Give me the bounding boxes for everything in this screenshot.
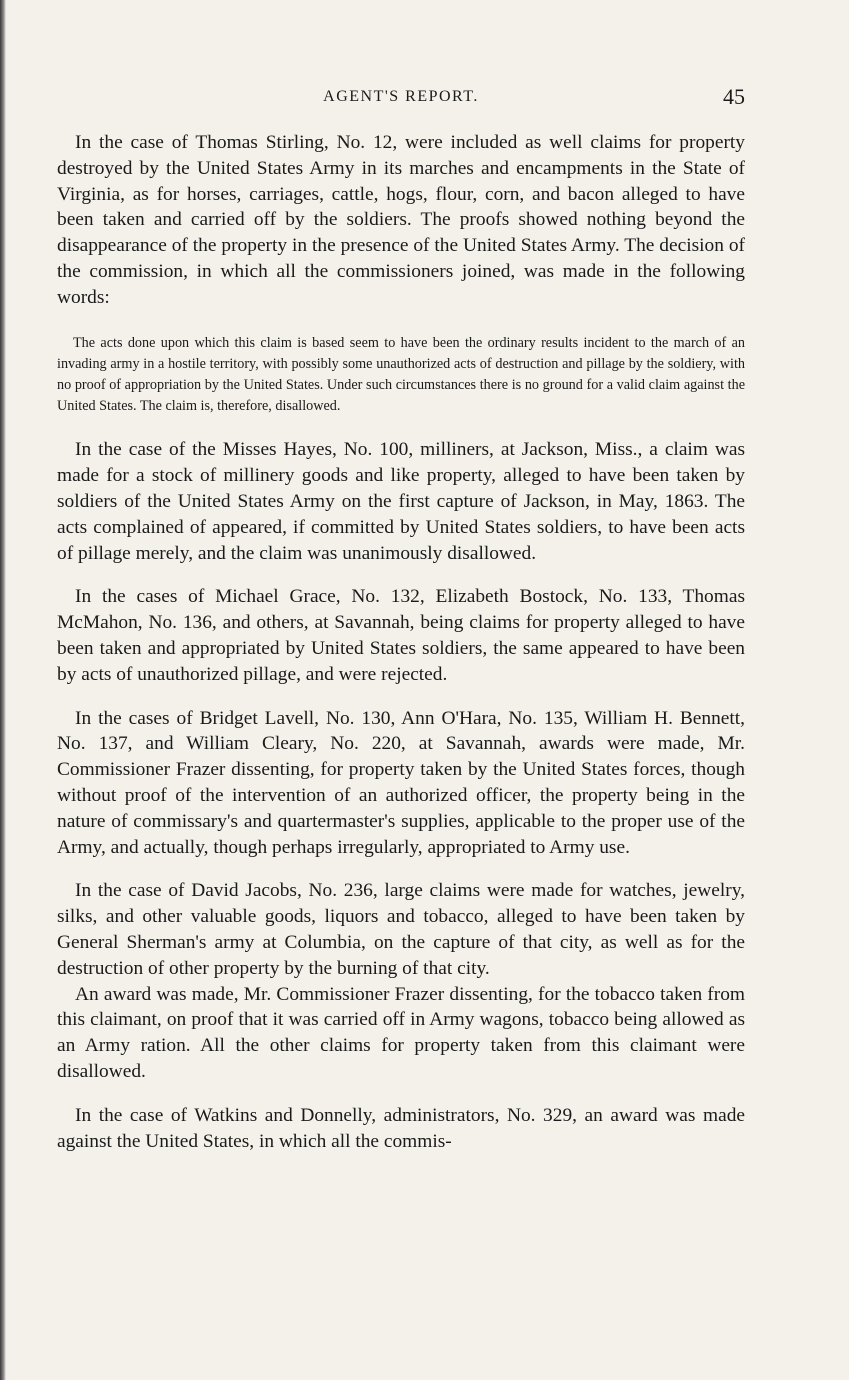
paragraph-jacobs-award: An award was made, Mr. Commissioner Frazer dissenting, for the tobacco taken from this claimant, on proof that it was carried off in Army wagons, tobacco being allowed as an Army ration. All the other claims for property taken from this claimant were disallowed.	[57, 983, 745, 1082]
running-header	[57, 84, 745, 114]
paragraph-watkins: In the case of Watkins and Donnelly, administrators, No. 329, an award was made against the United States, in which all the commis-	[57, 1104, 745, 1152]
page-body	[57, 130, 745, 1154]
header-title: AGENT'S REPORT.	[323, 88, 479, 105]
quoted-decision: The acts done upon which this claim is based seem to have been the ordinary results incident to the march of an invading army in a hostile territory, with possibly some unauthorized acts of destruction and pillage by the soldiery, with no proof of appropriation by the United States. Under such circumstances there is no ground for a valid claim against the United States. The claim is, therefore, disallowed.	[57, 334, 745, 415]
page-number: 45	[723, 84, 745, 109]
paragraph-grace: In the cases of Michael Grace, No. 132, Elizabeth Bostock, No. 133, Thomas McMahon, No. 136, and others, at Savannah, being claims for property alleged to have been taken and appropriated by United States soldiers, the same appeared to have been by acts of unauthorized pillage, and were rejected.	[57, 586, 745, 685]
paragraph-lavell: In the cases of Bridget Lavell, No. 130, Ann O'Hara, No. 135, William H. Bennett, No. 137, and William Cleary, No. 220, at Savannah, awards were made, Mr. Commissioner Frazer dissenting, for property taken by the United States forces, though without proof of the intervention of an authorized officer, the property being in the nature of commissary's and quartermaster's supplies, applicable to the proper use of the Army, and actually, though perhaps irregularly, appropriated to Army use.	[57, 707, 745, 858]
paragraph-hayes: In the case of the Misses Hayes, No. 100, milliners, at Jackson, Miss., a claim was made for a stock of millinery goods and like property, alleged to have been taken by soldiers of the United States Army on the first capture of Jackson, in May, 1863. The acts complained of appeared, if committed by United States soldiers, to have been acts of pillage merely, and the claim was unanimously disallowed.	[57, 439, 745, 564]
paragraph-stirling: In the case of Thomas Stirling, No. 12, were included as well claims for property destroyed by the United States Army in its marches and encampments in the State of Virginia, as for horses, carriages, cattle, hogs, flour, corn, and bacon alleged to have been taken and carried off by the soldiers. The proofs showed nothing beyond the disappearance of the property in the presence of the United States Army. The decision of the commission, in which all the commissioners joined, was made in the following words:	[57, 132, 745, 308]
page-binding-edge	[0, 0, 6, 1380]
paragraph-jacobs: In the case of David Jacobs, No. 236, large claims were made for watches, jewelry, silks, and other valuable goods, liquors and tobacco, alleged to have been taken by General Sherman's army at Columbia, on the capture of that city, as well as for the destruction of other property by the burning of that city.	[57, 880, 745, 979]
